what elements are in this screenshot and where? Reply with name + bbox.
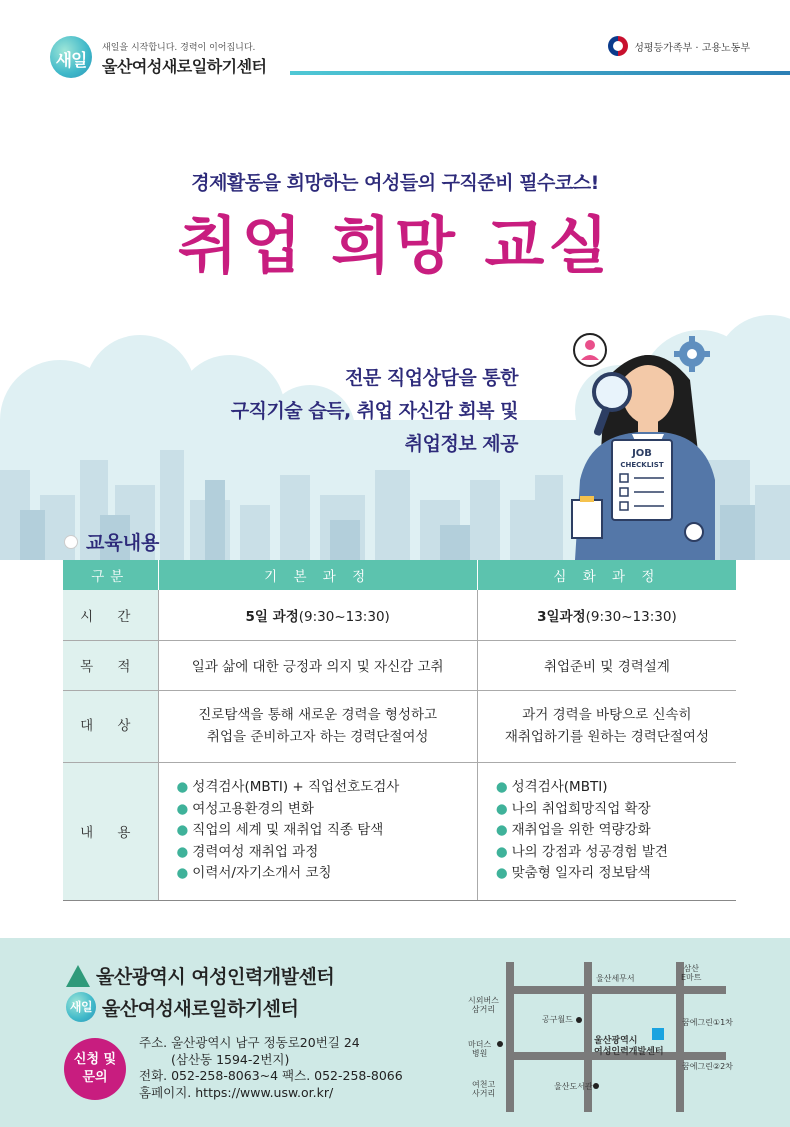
map-label: 꿈에그린②2차 (682, 1062, 733, 1071)
header-category: 구분 (63, 560, 158, 590)
user-icon (574, 334, 606, 366)
center-name: 울산여성새로일하기센터 (102, 57, 267, 76)
map-label: 울산세무서 (596, 974, 635, 983)
table-row (63, 590, 736, 640)
svg-text:CHECKLIST: CHECKLIST (620, 461, 664, 469)
map-label: 꿈에그린①1차 (682, 1018, 733, 1027)
list-item: ● 여성고용환경의 변화 (176, 800, 314, 817)
table-header-row (63, 560, 736, 590)
taegeuk-icon (608, 36, 628, 56)
basic-time: 5일 과정(9:30~13:30) (158, 590, 477, 640)
map-label: 삼산 E마트 (681, 964, 702, 982)
advanced-goal: 취업준비 및 경력설계 (477, 640, 736, 690)
list-item: ● 이력서/자기소개서 코칭 (176, 865, 332, 882)
table-row (63, 640, 736, 690)
list-item: ● 성격검사(MBTI) (495, 779, 608, 796)
hero-description: 전문 직업상담을 통한 구직기술 습득, 취업 자신감 회복 및 취업정보 제공 (230, 367, 518, 455)
map-label-center: 울산광역시 여성인력개발센터 (594, 1036, 664, 1057)
map-label: 마더스 병원 (468, 1040, 492, 1058)
section-title: 교육내용 (64, 528, 159, 555)
bullet-dot-icon (64, 535, 78, 549)
advanced-target: 과거 경력을 바탕으로 신속히 재취업하기를 원하는 경력단절여성 (477, 690, 736, 762)
list-item: ● 재취업을 위한 역량강화 (495, 822, 651, 839)
table-row (63, 690, 736, 762)
list-item: ● 직업의 세계 및 재취업 직종 탐색 (176, 822, 384, 839)
row-label-target: 대 상 (63, 690, 158, 762)
table-row (63, 762, 736, 900)
ministry-logo: 성평등가족부 · 고용노동부 (608, 36, 750, 56)
saeil-logo-icon: 새일 (66, 992, 96, 1022)
map-label: 시외버스 삼거리 (468, 996, 499, 1014)
basic-goal: 일과 삶에 대한 긍정과 의지 및 자신감 고취 (158, 640, 477, 690)
svg-text:JOB: JOB (632, 448, 652, 459)
page-header (50, 30, 750, 80)
homepage-link[interactable]: 홈페이지. https://www.usw.or.kr/ (139, 1084, 334, 1100)
map-label: 울산도서관 (554, 1082, 593, 1091)
hero-illustration (0, 310, 790, 560)
advanced-content-list (477, 762, 736, 900)
address: 주소. 울산광역시 남구 정동로20번길 24 (139, 1035, 360, 1050)
advanced-time: 3일과정(9:30~13:30) (477, 590, 736, 640)
row-label-time: 시 간 (63, 590, 158, 640)
slogan: 새일을 시작합니다. 경력이 이어집니다. (102, 43, 256, 53)
org-name-1: 울산광역시 여성인력개발센터 (66, 962, 334, 989)
list-item: ● 경력여성 재취업 과정 (176, 843, 319, 860)
course-table (63, 560, 736, 901)
page-subtitle: 경제활동을 희망하는 여성들의 구직준비 필수코스! (191, 172, 599, 194)
footer (0, 938, 790, 1127)
list-item: ● 나의 취업희망직업 확장 (495, 800, 651, 817)
location-map (468, 956, 766, 1116)
apply-badge: 신청 및 문의 (64, 1038, 126, 1100)
row-label-goal: 목 적 (63, 640, 158, 690)
map-label: 여천고 사거리 (472, 1080, 496, 1098)
header-basic: 기 본 과 정 (158, 560, 477, 590)
basic-content-list (158, 762, 477, 900)
header-divider (290, 71, 790, 75)
list-item: ● 맞춤형 일자리 정보탐색 (495, 865, 651, 882)
page-title: 취업 희망 교실 (177, 209, 613, 282)
contact-info (139, 1035, 403, 1101)
list-item: ● 성격검사(MBTI) + 직업선호도검사 (176, 779, 400, 796)
row-label-content: 내 용 (63, 762, 158, 900)
map-label: 공구월드 (542, 1015, 573, 1024)
basic-target: 진로탐색을 통해 새로운 경력을 형성하고 취업을 준비하고자 하는 경력단절여성 (158, 690, 477, 762)
list-item: ● 나의 강점과 성공경험 발견 (495, 843, 668, 860)
org-name-2: 새일 울산여성새로일하기센터 (66, 992, 298, 1022)
header-advanced: 심 화 과 정 (477, 560, 736, 590)
phone-fax: 전화. 052-258-8063~4 팩스. 052-258-8066 (139, 1068, 403, 1083)
mountain-logo-icon (66, 965, 90, 987)
address-sub: (삼산동 1594-2번지) (171, 1051, 290, 1067)
saeil-logo: 새일 (50, 36, 92, 78)
